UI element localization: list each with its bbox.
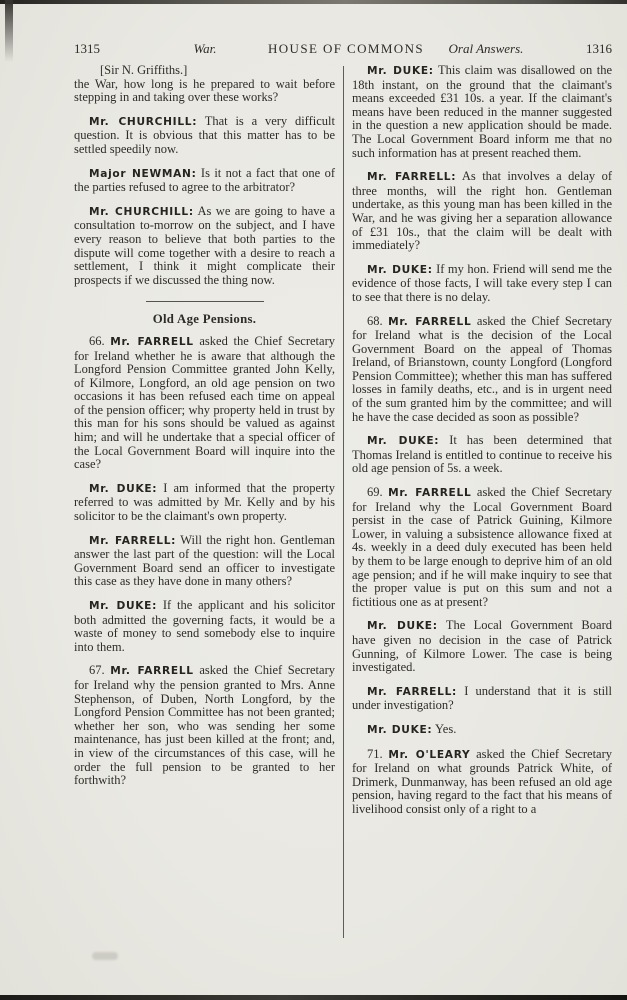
- speaker-name: Major NEWMAN:: [89, 167, 197, 180]
- paragraph-text: Will the right hon. Gentleman answer the last part of the question: will the Local Government Board send an officer to investigate this case as they have done in many others?: [74, 532, 335, 589]
- left-column: [74, 64, 335, 964]
- attribution-line: [Sir N. Griffiths.]: [100, 63, 188, 77]
- paragraph-text: I am informed that the property referred to was admitted by Mr. Kelly and by his solicitor to be the claimant's own property.: [74, 480, 335, 524]
- scan-artifact-bottom-edge: [0, 995, 627, 1000]
- question-paragraph: [352, 315, 612, 425]
- speaker-name: Mr. FARRELL: [388, 315, 472, 328]
- question-number: 66.: [89, 333, 105, 348]
- question-number: 69.: [367, 485, 383, 500]
- speech-paragraph: [74, 167, 335, 195]
- text-columns: [74, 64, 612, 964]
- paragraph-text: I understand that it is still under investigation?: [352, 683, 613, 713]
- speaker-name: Mr. FARRELL: [110, 335, 194, 348]
- speaker-name: Mr. DUKE:: [367, 263, 433, 276]
- paragraph-text: Is it not a fact that one of the parties refused to agree to the arbitrator?: [74, 165, 336, 195]
- paragraph-text: If the applicant and his solicitor both admitted the governing facts, it would be a waste of money to send somebody else to inquire into them.: [74, 598, 335, 654]
- continuation-paragraph: [74, 78, 335, 105]
- question-number: 71.: [367, 746, 383, 761]
- speech-paragraph: [352, 685, 612, 713]
- paragraph-text: The Local Government Board have given no decision in the case of Patrick Gunning, of Kilmore Lower. The case is being investigated.: [352, 618, 612, 675]
- speaker-name: Mr. DUKE:: [89, 482, 158, 495]
- speaker-name: Mr. DUKE:: [367, 65, 434, 77]
- speech-paragraph: [74, 205, 335, 288]
- paragraph-text: As that involves a delay of three months, will the right hon. Gentleman undertake, as this young man has been killed in the War, and he was giving her a separation allowance of £31 10s., that the claim will be dealt with immediately?: [352, 169, 612, 253]
- question-number: 67.: [89, 663, 105, 678]
- speaker-name: Mr. FARRELL:: [367, 171, 457, 184]
- paragraph-text: asked the Chief Secretary for Ireland whether he is aware that although the Longford Pension Committee granted John Kelly, of Kilmore, Longford, an old age pension on two occasions it has been refused each time on appeal of the pension officer; why property held in trust by this man for his sons should be valued as against him; and will he undertake that a special officer of the Local Government Board will inquire into the case?: [74, 333, 335, 472]
- speech-paragraph: [352, 64, 612, 160]
- section-heading: Old Age Pensions.: [152, 312, 257, 327]
- paragraph-text: asked the Chief Secretary for Ireland what is the decision of the Local Government Board on the appeal of Thomas Ireland, of Brianstown, county Longford (Longford Pension Committee); whether this man has suffered losses in family deaths, etc., and is in urgent need of the sum granted him by the committee; and will he have the case decided as soon as possible?: [352, 313, 613, 424]
- speaker-name: Mr. DUKE:: [367, 723, 433, 736]
- paragraph-text: Yes.: [435, 721, 457, 736]
- speaker-name: Mr. DUKE:: [367, 620, 438, 633]
- right-column: [352, 64, 612, 964]
- speech-paragraph: [74, 115, 335, 157]
- speaker-name: Mr. FARRELL: [110, 665, 194, 678]
- running-head-section-right: Oral Answers.: [448, 41, 524, 56]
- paragraph-text: As we are going to have a consultation to-morrow on the subject, and I have every reason to believe that both parties to the dispute will come together with a desire to reach a settlement, I think it might complicate their prospects if we discussed the thing now.: [74, 203, 335, 287]
- speaker-name: Mr. FARRELL:: [89, 534, 177, 547]
- paragraph-text: asked the Chief Secretary for Ireland why the Local Government Board persist in the case of Patrick Guining, Kilmore Lower, in valuing a subsistence allowance fixed at 4s. weekly in a deed duly executed has been held by them to be large enough to deprive him of an old age pension; and if he will make inquiry to see that the proper value is put on this sum and not a fictitious one as at present?: [352, 485, 613, 609]
- speaker-name: Mr. CHURCHILL:: [89, 205, 194, 218]
- paragraph-text: If my hon. Friend will send me the evidence of those facts, I will take every step I can to see that there is no delay.: [352, 261, 612, 304]
- question-number: 68.: [367, 313, 383, 328]
- running-head-section-left: War.: [193, 41, 217, 56]
- section-divider-rule: [146, 301, 264, 302]
- paragraph-text: asked the Chief Secretary for Ireland why the pension granted to Mrs. Anne Stephenson, of Duben, North Longford, by the Longford Pension Committee has not been granted; whether her son, who was sending her some maintenance, has just been killed at the front; and, in view of the circumstances of this case, will he order the full pension to be granted to her forthwith?: [74, 663, 335, 788]
- speech-paragraph: [74, 482, 335, 524]
- question-paragraph: [74, 335, 335, 472]
- speaker-name: Mr. O'LEARY: [388, 748, 471, 761]
- speech-paragraph: [352, 619, 612, 674]
- scan-artifact-top-edge: [0, 0, 627, 4]
- paragraph-text: That is a very difficult question. It is obvious that this matter has to be settled speedily now.: [74, 113, 335, 156]
- question-paragraph: [74, 664, 335, 787]
- speech-paragraph: [352, 434, 612, 476]
- paragraph-text: the War, how long is he prepared to wait before stepping in and taking over these works?: [74, 76, 335, 105]
- page-number-right: 1316: [586, 41, 612, 56]
- paragraph-text: asked the Chief Secretary for Ireland on what grounds Patrick White, of Drimerk, Dunmanway, has been refused an old age pension, having regard to the fact that his means of livelihood consist only of a right to a: [352, 746, 613, 816]
- speaker-name: Mr. DUKE:: [89, 600, 158, 612]
- speech-paragraph: [74, 599, 335, 654]
- page-number-left: 1315: [74, 41, 100, 56]
- paragraph-text: It has been determined that Thomas Ireland is entitled to continue to receive his old age pension of 5s. a week.: [352, 433, 612, 476]
- question-paragraph: [352, 748, 612, 817]
- speaker-name: Mr. FARRELL: [388, 487, 472, 500]
- speaker-name: Mr. CHURCHILL:: [89, 115, 198, 128]
- question-paragraph: [352, 486, 612, 609]
- paragraph-text: This claim was disallowed on the 18th instant, on the ground that the claimant's means exceeded £31 10s. a year. If the claimant's means have been reduced in the manner suggested in the question a new application should be made. The Local Government Board inform me that no such information has at present reached them.: [352, 63, 612, 160]
- speech-paragraph: [74, 534, 335, 589]
- speaker-name: Mr. DUKE:: [367, 435, 440, 448]
- running-head-title: HOUSE OF COMMONS: [267, 41, 425, 56]
- speech-paragraph: [352, 723, 612, 738]
- speech-paragraph: [352, 170, 612, 253]
- scan-artifact-corner: [5, 0, 13, 62]
- column-divider-rule: [343, 66, 344, 938]
- speaker-name: Mr. FARRELL:: [367, 685, 457, 698]
- speech-paragraph: [352, 263, 612, 305]
